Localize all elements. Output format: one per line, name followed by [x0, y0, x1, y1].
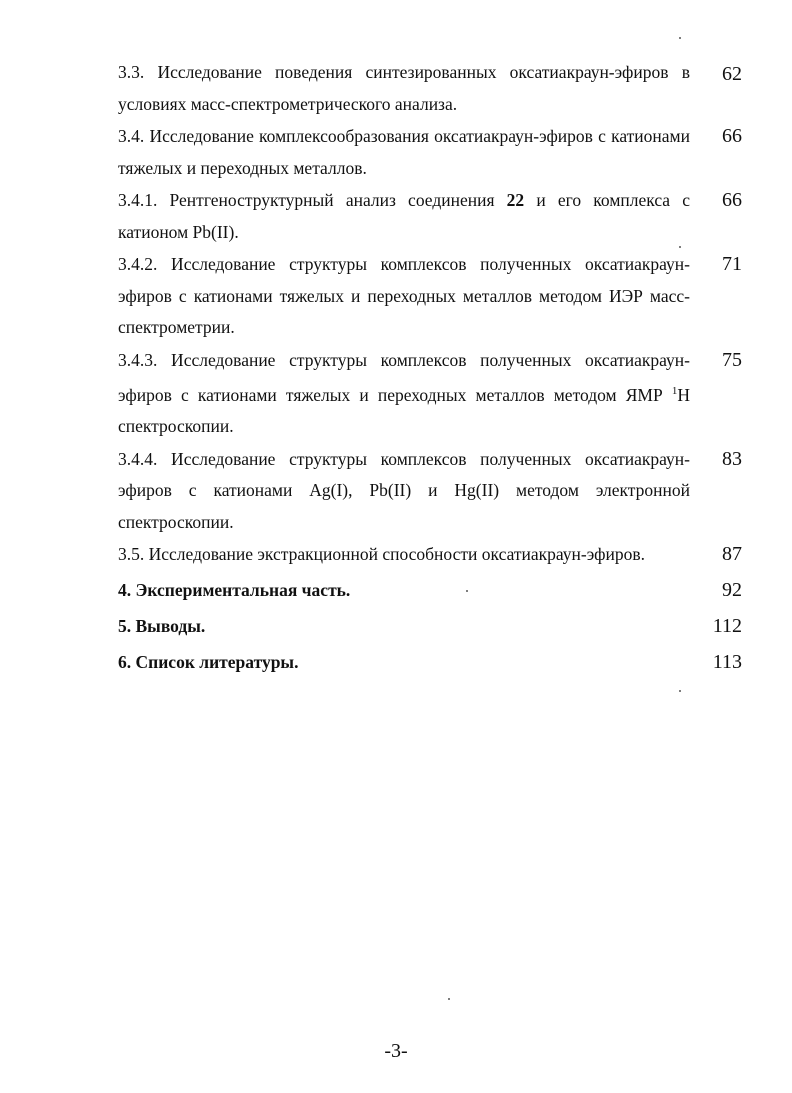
toc-chapter-4	[118, 572, 742, 608]
toc-entry-3-4	[118, 121, 742, 184]
toc-entry-text: 3.4. Исследование комплексообразования оксатиакраун-эфиров с катионами тяжелых и переходных металлов.	[118, 126, 690, 178]
toc-chapter-page: 112	[712, 614, 742, 637]
toc-entry-page: 75	[722, 348, 742, 371]
toc-entry-text: 3.4.4. Исследование структуры комплексов полученных оксатиакраун-эфиров с катионами Ag(I), Pb(II) и Hg(II) методом электронной спектроскопии.	[118, 448, 690, 532]
toc-entry-page: 87	[722, 543, 742, 566]
compound-number: 22	[506, 190, 525, 210]
toc-entry-text: 3.5. Исследование экстракционной способности оксатиакраун-эфиров.	[118, 544, 645, 565]
toc-entry-text	[118, 345, 690, 443]
scan-speck	[679, 37, 681, 39]
scan-speck	[448, 998, 450, 1000]
toc-entry-3-4-4	[118, 444, 742, 539]
toc-entry-text-before: 3.4.3. Исследование структуры комплексов полученных оксатиакраун-эфиров с катионами тяжелых и переходных металлов методом ЯМР	[118, 349, 690, 405]
toc-chapter-page: 92	[722, 578, 742, 601]
toc-entry-text-after: и его комплекса с катионом Pb(II).	[118, 190, 690, 242]
toc-chapter-text: 4. Экспериментальная часть.	[118, 579, 351, 600]
toc-entry-page: 66	[722, 125, 742, 147]
scan-speck	[679, 690, 681, 692]
toc-entry-page: 83	[722, 447, 742, 470]
toc-chapter-5	[118, 608, 742, 644]
toc-entry-3-5	[118, 539, 742, 571]
toc-chapter-text: 5. Выводы.	[118, 615, 206, 636]
toc-entry-3-4-3	[118, 345, 742, 443]
toc-entry-3-4-1	[118, 185, 742, 248]
toc-entry-text-before: 3.4.1. Рентгеноструктурный анализ соединения	[118, 190, 507, 210]
toc-entry-text: 3.3. Исследование поведения синтезированных оксатиакраун-эфиров в условиях масс-спектрометрического анализа.	[118, 62, 690, 114]
toc-entry-text: 3.4.2. Исследование структуры комплексов полученных оксатиакраун-эфиров с катионами тяжелых и переходных металлов методом ИЭР масс-спектрометрии.	[118, 254, 690, 337]
toc-entry-text	[118, 185, 690, 248]
toc-entry-text-after: H спектроскопии.	[118, 384, 690, 437]
isotope-superscript: 1	[671, 385, 678, 397]
toc-entry-3-3	[118, 57, 742, 120]
table-of-contents	[118, 57, 742, 680]
toc-chapter-6	[118, 644, 742, 680]
toc-entry-page: 62	[722, 63, 742, 85]
toc-chapter-text: 6. Список литературы.	[118, 651, 299, 672]
toc-entry-page: 66	[722, 189, 742, 211]
toc-entry-3-4-2	[118, 249, 742, 344]
toc-chapter-page: 113	[712, 650, 742, 673]
toc-entry-page: 71	[722, 253, 742, 275]
scan-speck	[679, 246, 681, 248]
scan-speck	[466, 590, 468, 592]
page-number: -3-	[384, 1040, 408, 1062]
